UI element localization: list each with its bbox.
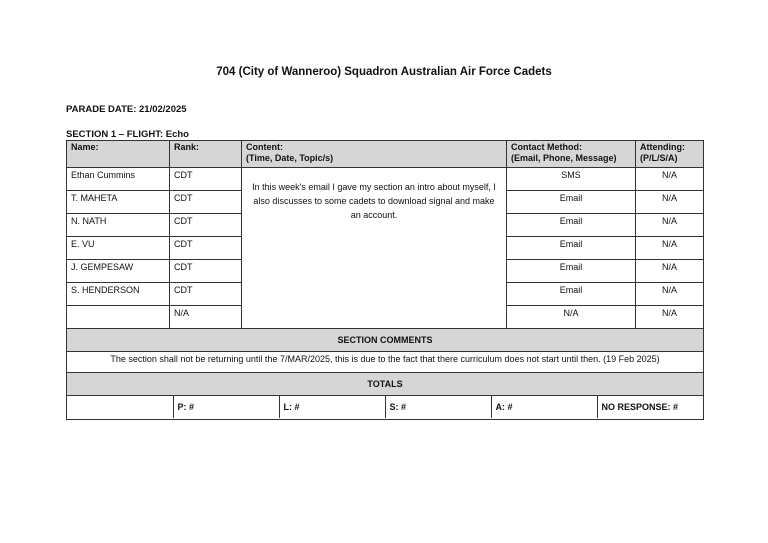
header-rank: Rank: (170, 141, 242, 168)
cell-name: E. VU (67, 237, 170, 260)
section-comments-header: SECTION COMMENTS (67, 329, 704, 352)
attendance-table (66, 140, 704, 420)
cell-name: N. NATH (67, 214, 170, 237)
cell-contact: Email (507, 191, 636, 214)
cell-contact: N/A (507, 306, 636, 329)
header-attending: Attending: (P/L/S/A) (636, 141, 704, 168)
cell-contact: Email (507, 237, 636, 260)
section-comments-header-row (67, 329, 704, 352)
cell-attending: N/A (636, 283, 704, 306)
cell-attending: N/A (636, 191, 704, 214)
cell-content: In this week's email I gave my section an intro about myself, I also discusses to some cadets to download signal and make an account. (242, 168, 507, 329)
totals-cell (67, 396, 704, 420)
cell-contact: Email (507, 214, 636, 237)
cell-name (67, 306, 170, 329)
cell-name: S. HENDERSON (67, 283, 170, 306)
cell-rank: CDT (170, 283, 242, 306)
totals-blank (67, 396, 173, 418)
totals-sick: S: # (385, 396, 491, 418)
cell-rank: CDT (170, 237, 242, 260)
cell-name: J. GEMPESAW (67, 260, 170, 283)
cell-name: Ethan Cummins (67, 168, 170, 191)
document-title: 704 (City of Wanneroo) Squadron Australian Air Force Cadets (216, 66, 552, 78)
cell-rank: CDT (170, 214, 242, 237)
cell-contact: Email (507, 283, 636, 306)
cell-contact: Email (507, 260, 636, 283)
cell-name: T. MAHETA (67, 191, 170, 214)
cell-contact: SMS (507, 168, 636, 191)
table-header-row (67, 141, 704, 168)
totals-row (67, 396, 704, 420)
table-row (67, 168, 704, 191)
cell-attending: N/A (636, 168, 704, 191)
totals-header: TOTALS (67, 373, 704, 396)
totals-table (67, 396, 703, 418)
section-comments-text: The section shall not be returning until the 7/MAR/2025, this is due to the fact that there curriculum does not start until then. (19 Feb 2025) (67, 352, 704, 373)
cell-attending: N/A (636, 260, 704, 283)
header-name: Name: (67, 141, 170, 168)
cell-attending: N/A (636, 237, 704, 260)
totals-present: P: # (173, 396, 279, 418)
totals-absent: A: # (491, 396, 597, 418)
parade-date: PARADE DATE: 21/02/2025 (66, 104, 187, 115)
totals-leave: L: # (279, 396, 385, 418)
header-contact-method: Contact Method: (Email, Phone, Message) (507, 141, 636, 168)
cell-attending: N/A (636, 214, 704, 237)
cell-rank: CDT (170, 168, 242, 191)
cell-rank: N/A (170, 306, 242, 329)
cell-rank: CDT (170, 191, 242, 214)
section-flight-label: SECTION 1 – FLIGHT: Echo (66, 129, 189, 140)
section-comments-row (67, 352, 704, 373)
cell-attending: N/A (636, 306, 704, 329)
cell-rank: CDT (170, 260, 242, 283)
totals-header-row (67, 373, 704, 396)
totals-no-response: NO RESPONSE: # (597, 396, 703, 418)
header-content: Content: (Time, Date, Topic/s) (242, 141, 507, 168)
